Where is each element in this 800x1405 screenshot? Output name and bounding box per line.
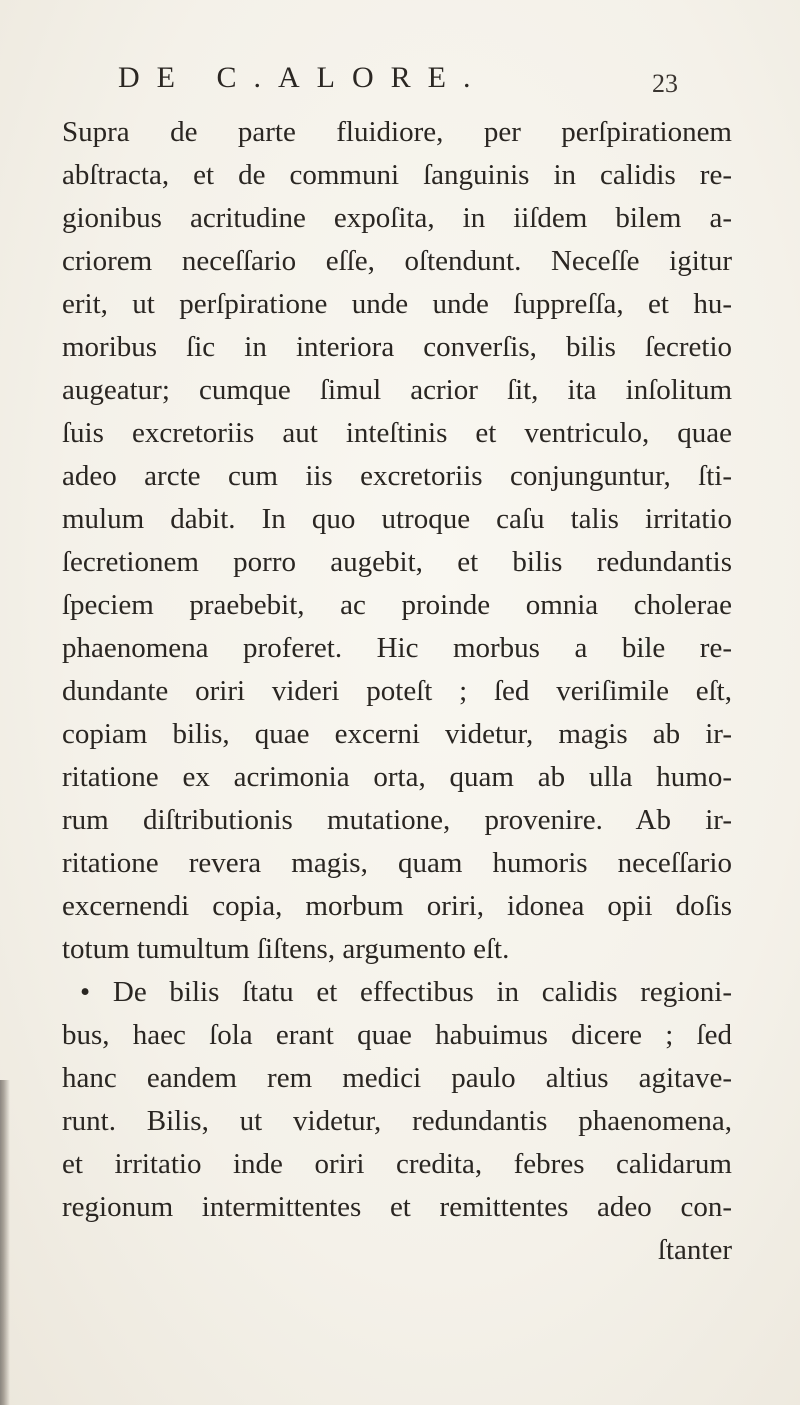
text-line: erit, ut perſpiratione unde unde ſuppreſſa, et hu-	[62, 288, 732, 320]
text-line: ritatione revera magis, quam humoris neceſſario	[62, 847, 732, 879]
text-line: phaenomena proferet. Hic morbus a bile re-	[62, 632, 732, 664]
text-line: runt. Bilis, ut videtur, redundantis phaenomena,	[62, 1105, 732, 1137]
text-line: criorem neceſſario eſſe, oſtendunt. Neceſſe igitur	[62, 245, 732, 277]
text-line: dundante oriri videri poteſt ; ſed veriſimile eſt,	[62, 675, 732, 707]
text-line: augeatur; cumque ſimul acrior ſit, ita inſolitum	[62, 374, 732, 406]
text-line: ſpeciem praebebit, ac proinde omnia cholerae	[62, 589, 732, 621]
text-line: abſtracta, et de communi ſanguinis in calidis re-	[62, 159, 732, 191]
catchword: ſtanter	[657, 1234, 732, 1266]
text-line: ritatione ex acrimonia orta, quam ab ulla humo-	[62, 761, 732, 793]
text-line: ſuis excretoriis aut inteſtinis et ventriculo, quae	[62, 417, 732, 449]
text-line: mulum dabit. In quo utroque caſu talis irritatio	[62, 503, 732, 535]
running-head: DE C.ALORE.	[118, 61, 488, 94]
text-line: adeo arcte cum iis excretoriis conjunguntur, ſti-	[62, 460, 732, 492]
text-line: gionibus acritudine expoſita, in iiſdem bilem a-	[62, 202, 732, 234]
text-line: copiam bilis, quae excerni videtur, magis ab ir-	[62, 718, 732, 750]
text-line: excernendi copia, morbum oriri, idonea opii doſis	[62, 890, 732, 922]
text-line: • De bilis ſtatu et effectibus in calidis regioni-	[80, 976, 732, 1008]
text-line: rum diſtributionis mutatione, provenire. Ab ir-	[62, 804, 732, 836]
text-line: et irritatio inde oriri credita, febres calidarum	[62, 1148, 732, 1180]
text-line: regionum intermittentes et remittentes adeo con-	[62, 1191, 732, 1223]
text-line: hanc eandem rem medici paulo altius agitave-	[62, 1062, 732, 1094]
text-line: Supra de parte fluidiore, per perſpirationem	[62, 116, 732, 148]
text-line: ſecretionem porro augebit, et bilis redundantis	[62, 546, 732, 578]
text-line: bus, haec ſola erant quae habuimus dicere ; ſed	[62, 1019, 732, 1051]
text-line: totum tumultum ſiſtens, argumento eſt.	[62, 933, 510, 965]
text-line: moribus ſic in interiora converſis, bilis ſecretio	[62, 331, 732, 363]
page-number: 23	[652, 69, 678, 98]
